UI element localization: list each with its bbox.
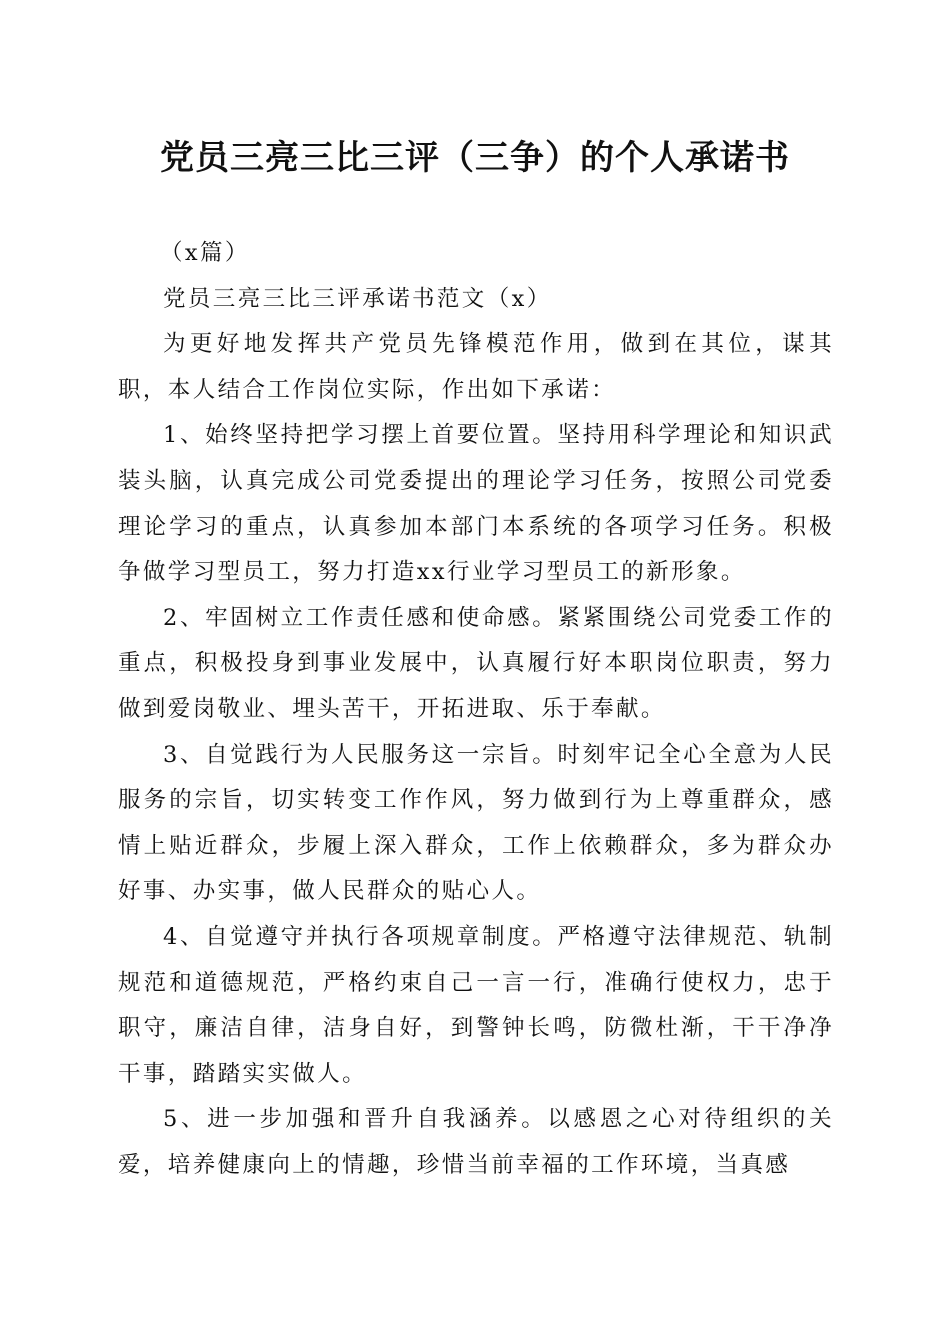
commitment-item-2: 2、牢固树立工作责任感和使命感。紧紧围绕公司党委工作的重点，积极投身到事业发展中，认真履行好本职岗位职责，努力做到爱岗敬业、埋头苦干，开拓进取、乐于奉献。 (118, 604, 834, 722)
intro-paragraph: 为更好地发挥共产党员先锋模范作用，做到在其位，谋其职，本人结合工作岗位实际，作出如下承诺： (118, 331, 834, 403)
commitment-item-5: 5、进一步加强和晋升自我涵养。以感恩之心对待组织的关爱，培养健康向上的情趣，珍惜当前幸福的工作环境，当真感 (118, 1106, 834, 1178)
commitment-item-4: 4、自觉遵守并执行各项规章制度。严格遵守法律规范、轨制规范和道德规范，严格约束自己一言一行，准确行使权力，忠于职守，廉洁自律，洁身自好，到警钟长鸣，防微杜渐，干干净净干事，踏踏实实做人。 (118, 923, 834, 1087)
document-subtitle: （x篇） (160, 240, 250, 266)
commitment-item-1: 1、始终坚持把学习摆上首要位置。坚持用科学理论和知识武装头脑，认真完成公司党委提出的理论学习任务，按照公司党委理论学习的重点，认真参加本部门本系统的各项学习任务。积极争做学习型员工，努力打造xx行业学习型员工的新形象。 (118, 422, 834, 586)
document-title: 党员三亮三比三评（三争）的个人承诺书 (160, 138, 790, 178)
document-heading: 党员三亮三比三评承诺书范文（x） (163, 285, 552, 312)
document-body (118, 231, 834, 1188)
commitment-item-3: 3、自觉践行为人民服务这一宗旨。时刻牢记全心全意为人民服务的宗旨，切实转变工作作风，努力做到行为上尊重群众，感情上贴近群众，步履上深入群众，工作上依赖群众，多为群众办好事、办实事，做人民群众的贴心人。 (118, 741, 834, 905)
